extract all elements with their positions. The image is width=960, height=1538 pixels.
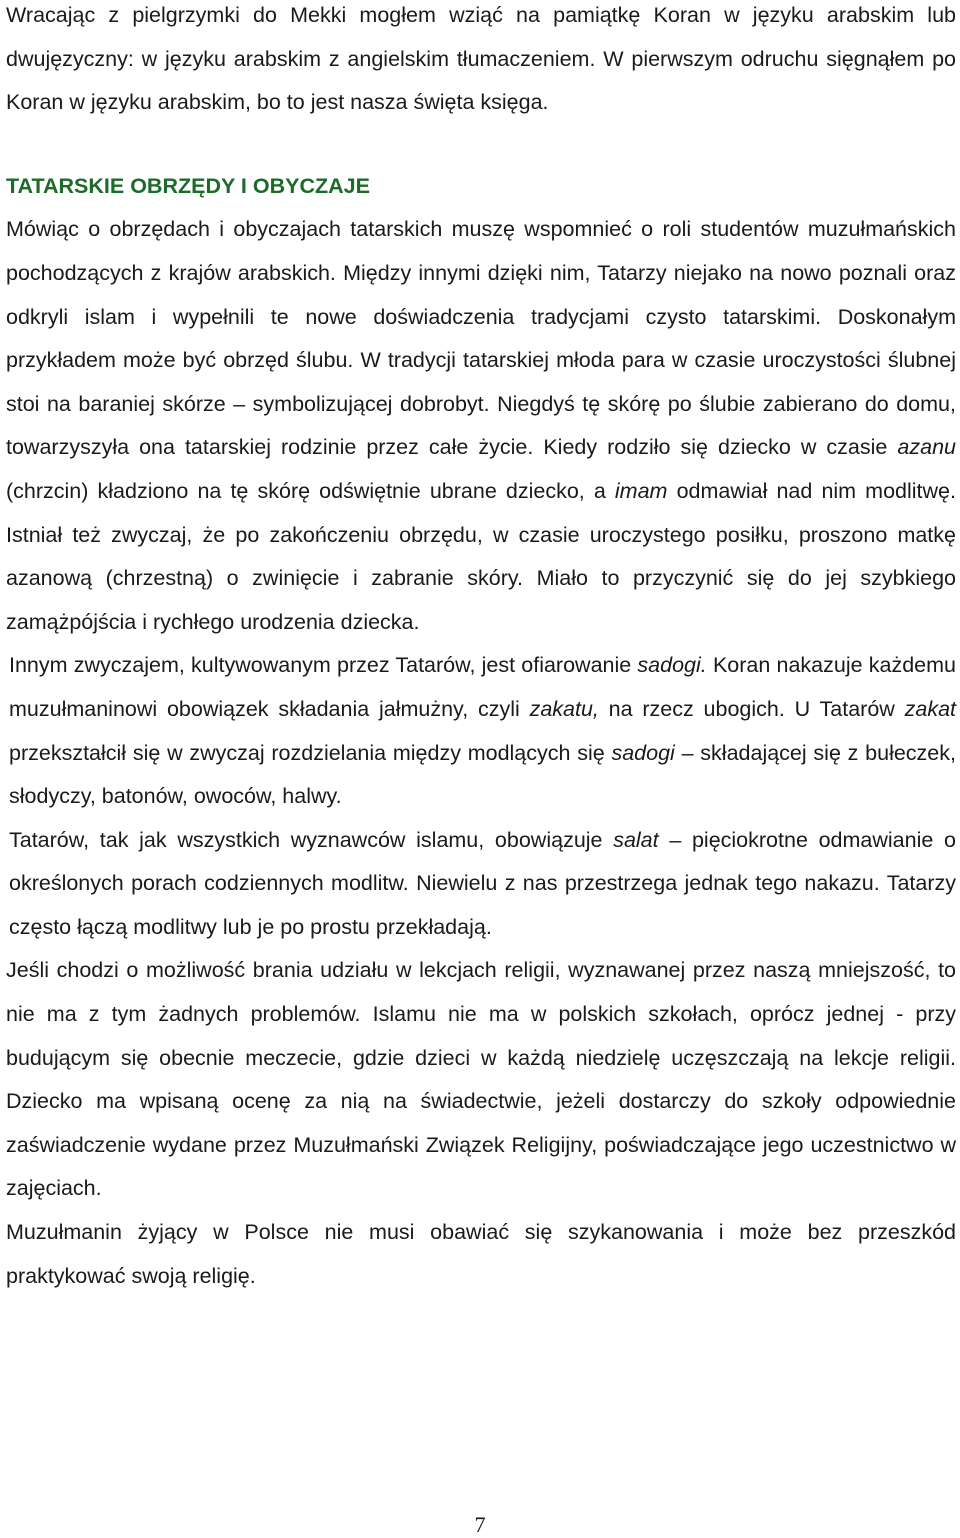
text-run: Koran nakazuje każdemu muzułmaninowi obowiązek składania jałmużny, czyli [9,653,956,721]
salat-paragraph [6,819,956,950]
page-number: 7 [474,1512,486,1537]
text-run: Mówiąc o obrzędach i obyczajach tatarskich muszę wspomnieć o roli studentów muzułmańskich pochodzących z krajów arabskich. Między innymi dzięki nim, Tatarzy niejako na nowo poznali oraz odkryli islam i wypełnili te nowe doświadczenia tradycjami czysto tatarskimi. Doskonałym przykładem może być obrzęd ślubu. W tradycji tatarskiej młoda para w czasie uroczystości ślubnej stoi na baraniej skórze – symbolizującej dobrobyt. Niegdyś tę skórę po ślubie zabierano do domu, towarzyszyła ona tatarskiej rodzinie przez całe życie. Kiedy rodziło się dziecko w czasie [6,217,956,460]
term-imam: imam [614,478,668,503]
religion-lessons-paragraph: Jeśli chodzi o możliwość brania udziału w lekcjach religii, wyznawanej przez naszą mniejszość, to nie ma z tym żadnych problemów. Islamu nie ma w polskich szkołach, oprócz jednej - przy budującym się obecnie meczecie, gdzie dzieci w każdą niedzielę uczęszczają na lekcje religii. Dziecko ma wpisaną ocenę za nią na świadectwie, jeżeli dostarczy do szkoły odpowiednie zaświadczenie wydane przez Muzułmański Związek Religijny, poświadczające jego uczestnictwo w zajęciach. [6,958,956,1201]
document-page [6,0,956,1298]
text-run: Tatarów, tak jak wszystkich wyznawców islamu, obowiązuje [9,827,614,852]
term-zakatu: zakatu, [529,696,599,721]
text-run: Innym zwyczajem, kultywowanym przez Tatarów, jest ofiarowanie [9,653,638,678]
term-sadogi: sadogi. [637,653,707,678]
intro-paragraph: Wracając z pielgrzymki do Mekki mogłem wziąć na pamiątkę Koran w języku arabskim lub dwujęzyczny: w języku arabskim z angielskim tłumaczeniem. W pierwszym odruchu sięgnąłem po Koran w języku arabskim, bo to jest nasza święta księga. [6,3,956,115]
closing-paragraph: Muzułmanin żyjący w Polsce nie musi obawiać się szykanowania i może bez przeszkód praktykować swoją religię. [6,1220,956,1288]
term-salat: salat [613,827,659,852]
text-run: odmawiał nad nim modlitwę. Istniał też zwyczaj, że po zakończeniu obrzędu, w czasie uroczystego posiłku, proszono matkę azanową (chrzestną) o zwinięcie i zabranie skóry. Miało to przyczynić się do jej szybkiego zamążpójścia i rychłego urodzenia dziecka. [6,478,956,634]
term-azan: azanu [897,435,956,460]
text-run: – składającej się z bułeczek, słodyczy, batonów, owoców, halwy. [9,740,956,809]
section-heading: TATARSKIE OBRZĘDY I OBYCZAJE [6,173,370,198]
text-run: – pięciokrotne odmawianie o określonych porach codziennych modlitw. Niewielu z nas przestrzega jednak tego nakazu. Tatarzy często łączą modlitwy lub je po prostu przekładają. [9,827,956,939]
text-run: (chrzcin) kładziono na tę skórę odświętnie ubrane dziecko, a [6,478,615,503]
term-zakat: zakat [904,696,957,721]
wedding-customs-paragraph [6,208,956,644]
text-run: na rzecz ubogich. U Tatarów [598,696,905,721]
term-sadogi-2: sadogi [611,740,675,765]
text-run: przekształcił się w zwyczaj rozdzielania między modlących się [9,740,612,765]
sadoga-paragraph [6,644,956,818]
